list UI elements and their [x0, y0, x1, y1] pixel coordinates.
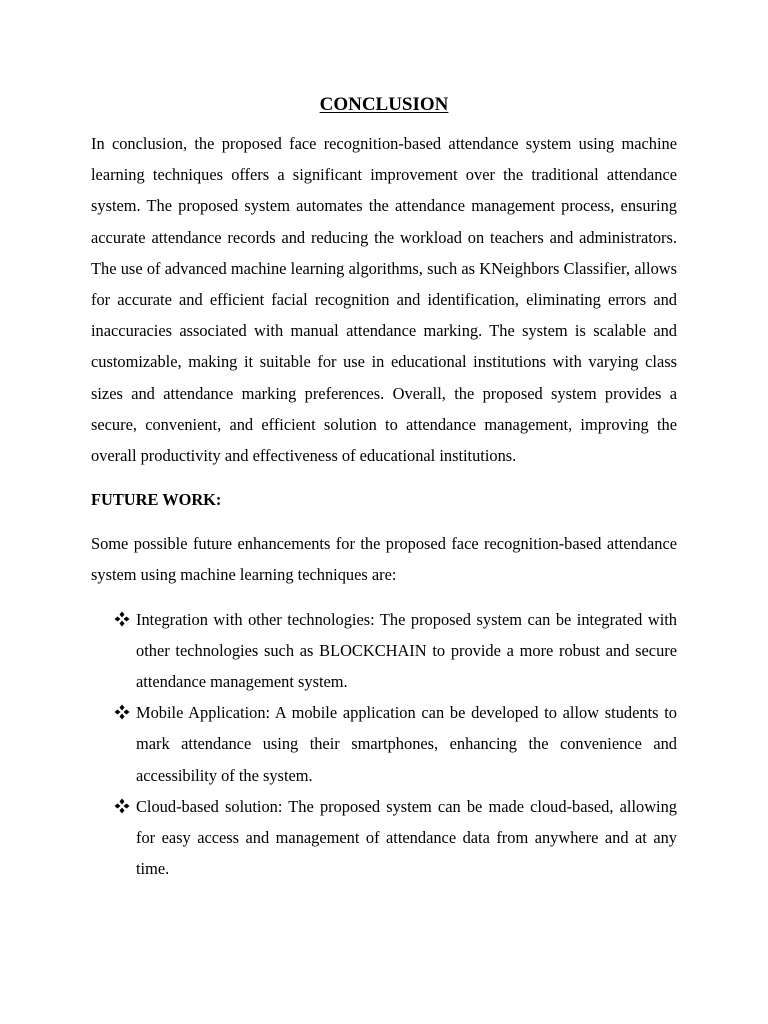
conclusion-paragraph: In conclusion, the proposed face recognition-based attendance system using machine learning techniques offers a significant improvement over the traditional attendance system. The proposed system automates the attendance management process, ensuring accurate attendance records and reducing the workload on teachers and administrators. The use of advanced machine learning algorithms, such as KNeighbors Classifier, allows for accurate and efficient facial recognition and identification, eliminating errors and inaccuracies associated with manual attendance marking. The system is scalable and customizable, making it suitable for use in educational institutions with varying class sizes and attendance marking preferences. Overall, the proposed system provides a secure, convenient, and efficient solution to attendance management, improving the overall productivity and effectiveness of educational institutions. [91, 134, 677, 466]
document-page [91, 90, 677, 884]
future-work-heading: FUTURE WORK: [91, 490, 222, 510]
four-diamond-bullet-icon [114, 798, 130, 814]
list-item [91, 697, 677, 791]
future-work-list [91, 604, 677, 885]
list-item [91, 791, 677, 885]
four-diamond-bullet-icon [114, 611, 130, 627]
list-item-text: Integration with other technologies: The proposed system can be integrated with other technologies such as BLOCKCHAIN to provide a more robust and secure attendance management system. [136, 609, 677, 692]
list-item-text: Cloud-based solution: The proposed system can be made cloud-based, allowing for easy access and management of attendance data from anywhere and at any time. [136, 796, 677, 879]
list-item-text: Mobile Application: A mobile application can be developed to allow students to mark attendance using their smartphones, enhancing the convenience and accessibility of the system. [136, 703, 677, 785]
list-item [91, 604, 677, 698]
future-work-intro: Some possible future enhancements for the proposed face recognition-based attendance system using machine learning techniques are: [91, 534, 677, 585]
page-title: CONCLUSION [319, 94, 449, 115]
four-diamond-bullet-icon [114, 704, 130, 720]
